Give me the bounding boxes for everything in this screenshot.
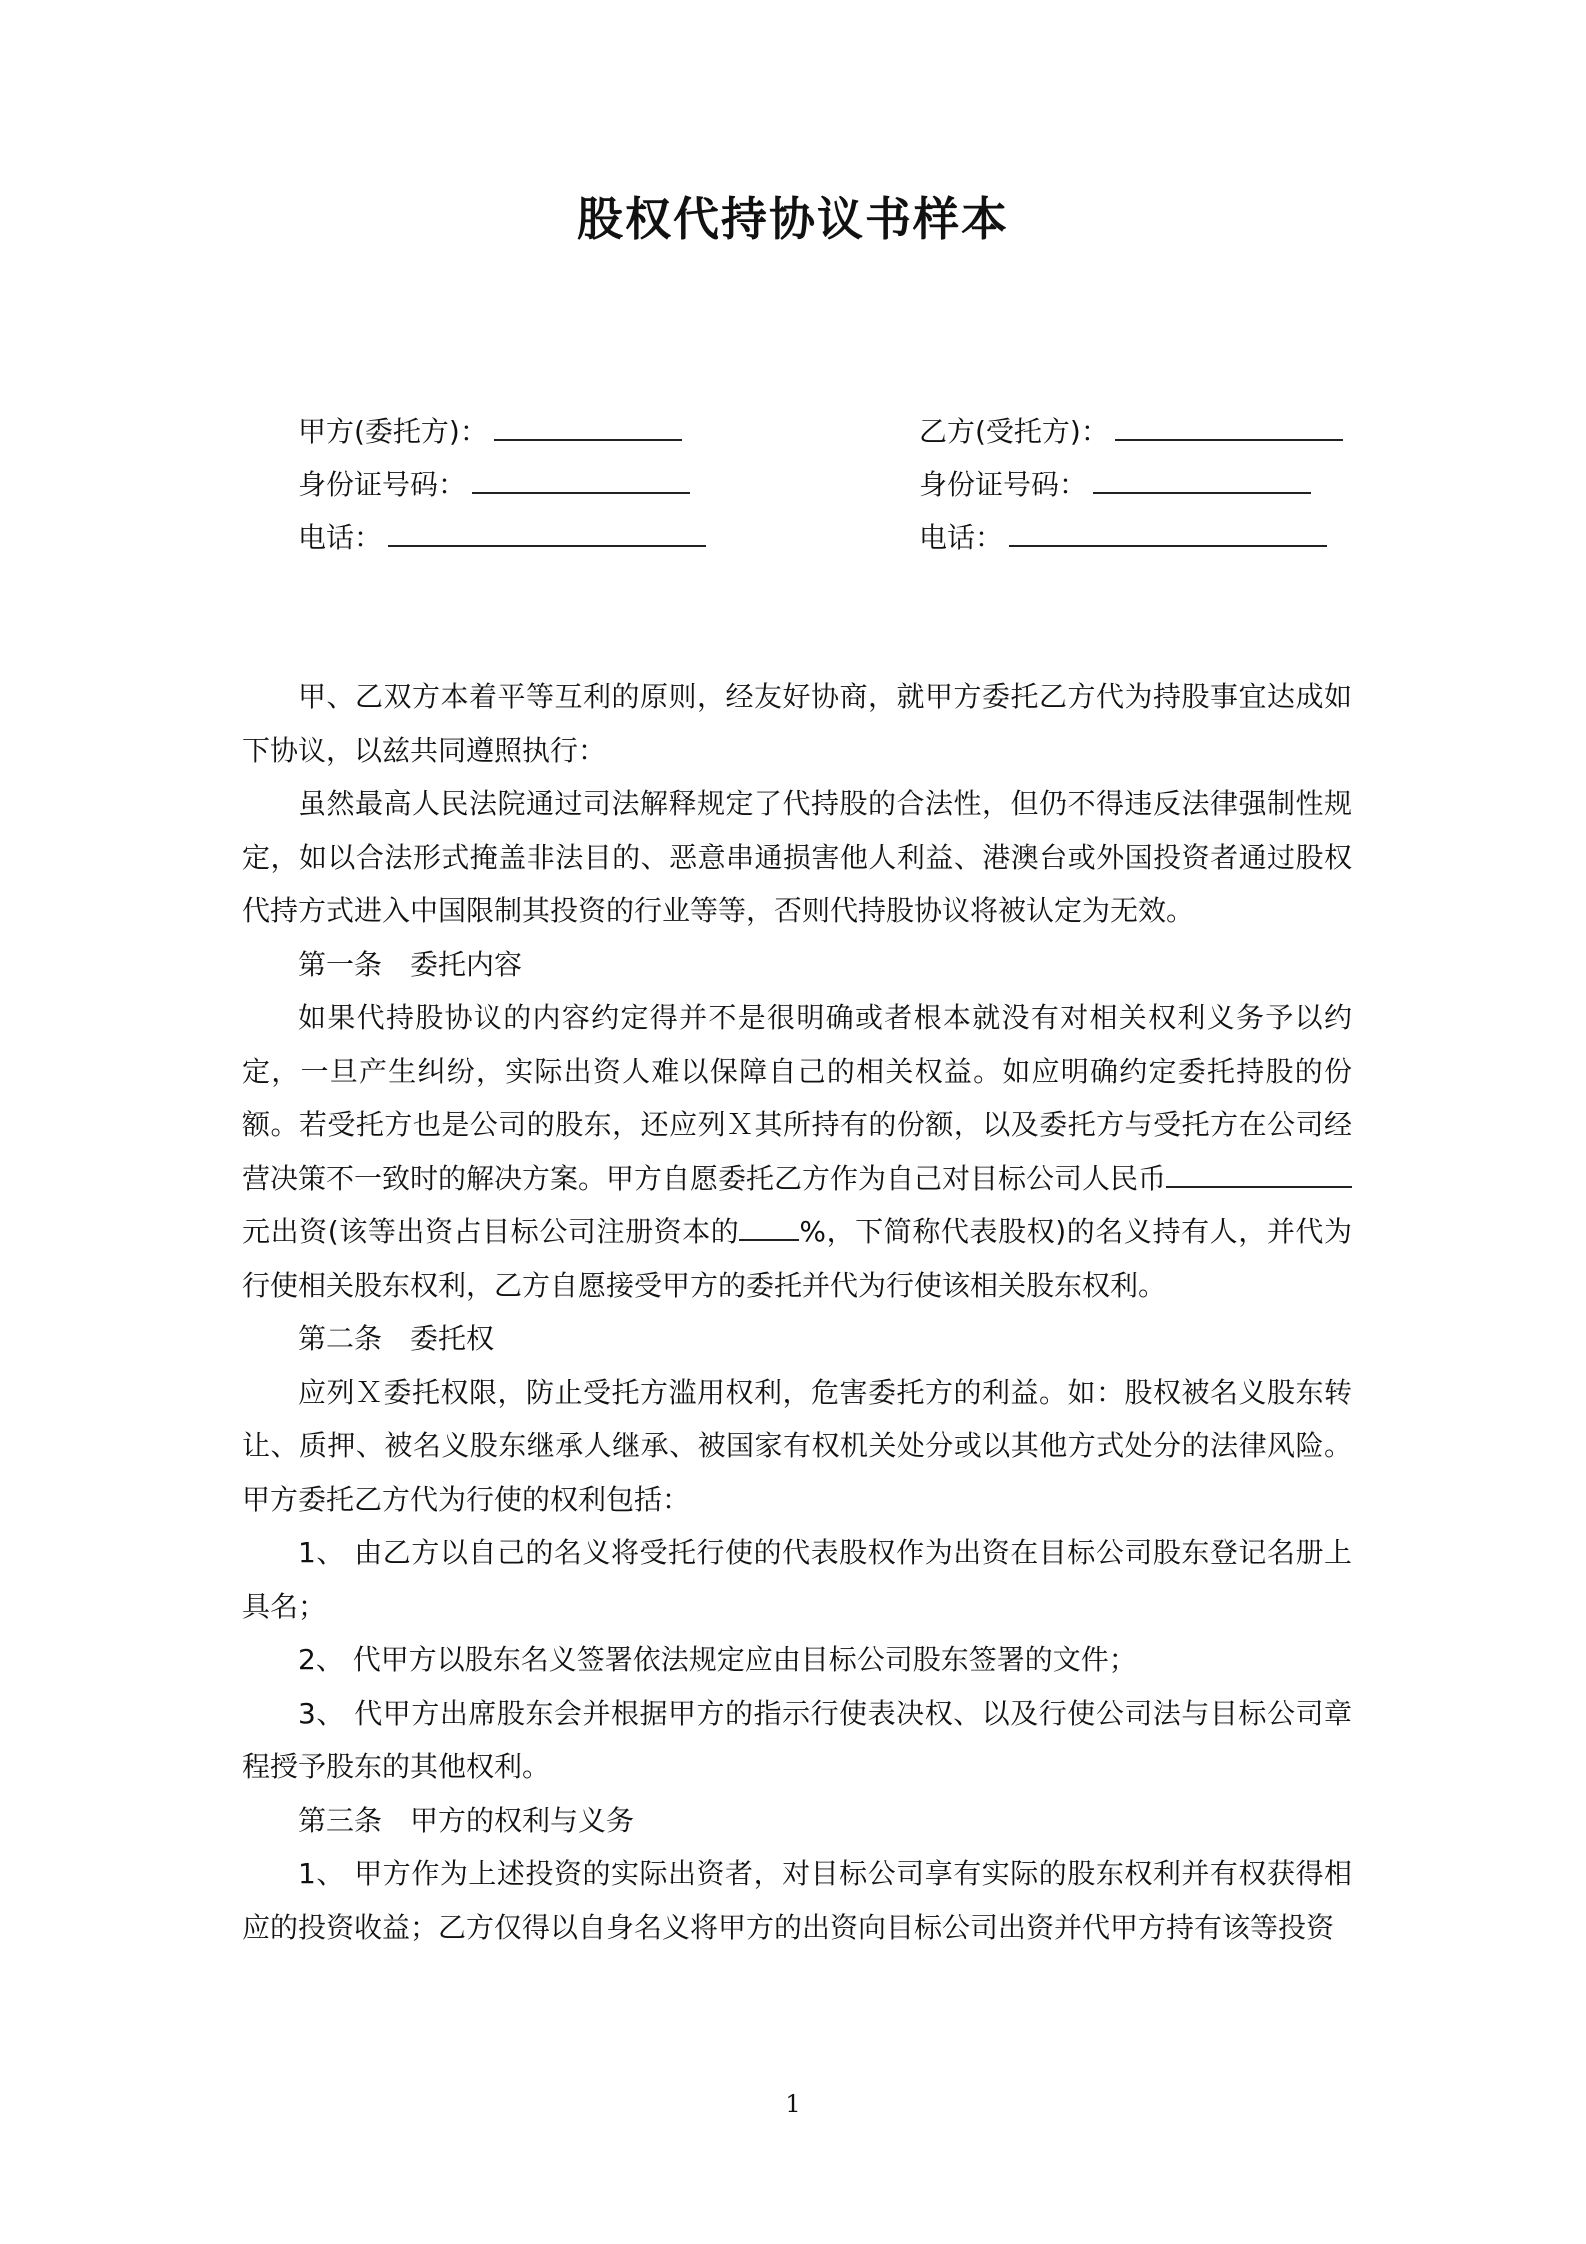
percent-blank bbox=[739, 1215, 799, 1241]
document-title: 股权代持协议书样本 bbox=[577, 192, 1009, 246]
party-a-name-blank bbox=[494, 413, 682, 441]
party-b-id-label: 身份证号码： bbox=[919, 468, 1088, 501]
article-2-title: 委托权 bbox=[410, 1322, 495, 1355]
page-number: 1 bbox=[785, 2090, 801, 2118]
article-2-item-3: 3、 代甲方出席股东会并根据甲方的指示行使表决权、以及行使公司法与目标公司章程授予股东的其他权利。 bbox=[242, 1696, 1352, 1783]
party-b-id-line bbox=[919, 466, 1311, 503]
agreement-body bbox=[242, 670, 1352, 1954]
article-1-heading bbox=[242, 938, 1352, 992]
article-1-text-b: 元出资(该等出资占目标公司注册资本的 bbox=[242, 1215, 740, 1248]
party-b-id-blank bbox=[1093, 466, 1311, 494]
party-a-phone-blank bbox=[388, 519, 706, 547]
article-1-text-a: 如果代持股协议的内容约定得并不是很明确或者根本就没有对相关权利义务予以约定，一旦产生纠纷，实际出资人难以保障自己的相关权益。如应明确约定委托持股的份额。若受托方也是公司的股东，还应列Ｘ其所持有的份额，以及委托方与受托方在公司经营决策不一致时的解决方案。甲方自愿委托乙方作为自己对目标公司人民币 bbox=[242, 1001, 1352, 1195]
party-a-phone-line bbox=[298, 519, 706, 556]
party-a-name-label: 甲方(委托方)： bbox=[298, 415, 488, 448]
party-b-phone-label: 电话： bbox=[919, 521, 1004, 554]
article-2-item-1: 1、 由乙方以自己的名义将受托行使的代表股权作为出资在目标公司股东登记名册上具名； bbox=[242, 1536, 1352, 1623]
article-1-number: 第一条 bbox=[298, 947, 383, 981]
article-2-item-2: 2、 代甲方以股东名义签署依法规定应由目标公司股东签署的文件； bbox=[298, 1643, 1137, 1676]
party-b-phone-blank bbox=[1009, 519, 1327, 547]
party-b-phone-line bbox=[919, 519, 1327, 556]
party-a-id-blank bbox=[472, 466, 690, 494]
article-1-paragraph bbox=[242, 991, 1352, 1312]
party-a-id-label: 身份证号码： bbox=[298, 468, 467, 501]
article-2-number: 第二条 bbox=[298, 1322, 383, 1355]
party-a-name-line bbox=[298, 413, 682, 450]
party-b-name-line bbox=[919, 413, 1343, 450]
article-3-number: 第三条 bbox=[298, 1803, 383, 1837]
article-3-heading bbox=[242, 1794, 1352, 1848]
article-3-item-1: 1、 甲方作为上述投资的实际出资者，对目标公司享有实际的股东权利并有权获得相应的投资收益；乙方仅得以自身名义将甲方的出资向目标公司出资并代甲方持有该等投资 bbox=[242, 1857, 1352, 1944]
party-a-id-line bbox=[298, 466, 690, 503]
article-1-text-c: %，下简称代表股权)的名义持有人，并代为行使相关股东权利，乙方自愿接受甲方的委托并代为行使该相关股东权利。 bbox=[242, 1215, 1352, 1302]
article-2-heading bbox=[242, 1312, 1352, 1366]
party-b-name-label: 乙方(受托方)： bbox=[919, 415, 1109, 448]
article-3-title: 甲方的权利与义务 bbox=[410, 1803, 635, 1837]
amount-blank bbox=[1166, 1162, 1352, 1188]
article-1-title: 委托内容 bbox=[410, 947, 523, 981]
legal-note-paragraph: 虽然最高人民法院通过司法解释规定了代持股的合法性，但仍不得违反法律强制性规定，如以合法形式掩盖非法目的、恶意串通损害他人利益、港澳台或外国投资者通过股权代持方式进入中国限制其投资的行业等等，否则代持股协议将被认定为无效。 bbox=[242, 787, 1352, 927]
article-2-paragraph: 应列Ｘ委托权限，防止受托方滥用权利，危害委托方的利益。如：股权被名义股东转让、质押、被名义股东继承人继承、被国家有权机关处分或以其他方式处分的法律风险。甲方委托乙方代为行使的权利包括： bbox=[242, 1375, 1352, 1516]
party-a-phone-label: 电话： bbox=[298, 521, 383, 554]
party-b-name-blank bbox=[1115, 413, 1343, 441]
intro-paragraph: 甲、乙双方本着平等互利的原则，经友好协商，就甲方委托乙方代为持股事宜达成如下协议，以兹共同遵照执行： bbox=[242, 680, 1352, 767]
